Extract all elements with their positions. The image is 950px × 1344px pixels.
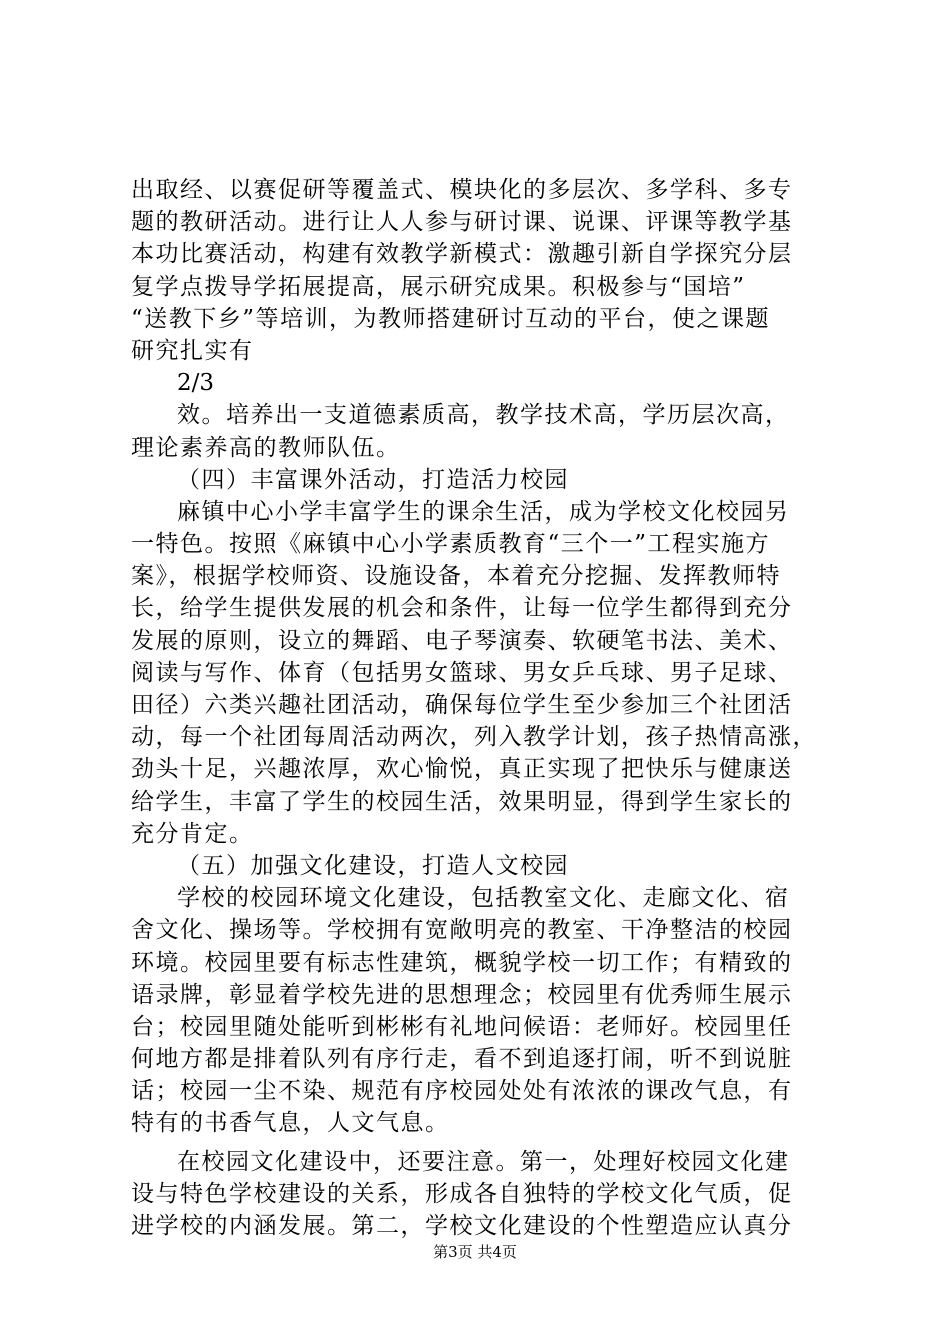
text-line: 在校园文化建设中，还要注意。第一，处理好校园文化建 [177, 1148, 790, 1175]
text-line: 劲头十足，兴趣浓厚，欢心愉悦，真正实现了把快乐与健康送 [131, 756, 793, 783]
text-line: 特有的书香气息，人文气息。 [131, 1110, 450, 1137]
text-line: 设与特色学校建设的关系，形成各自独特的学校文化气质，促 [131, 1180, 793, 1207]
text-line: 理论素养高的教师队伍。 [131, 434, 401, 461]
text-line: 本功比赛活动，构建有效教学新模式：激趣引新自学探究分层 [131, 241, 793, 268]
page-footer: 第3页 共4页 [433, 1243, 517, 1261]
text-line: 学校的校园环境文化建设，包括教室文化、走廊文化、宿 [177, 885, 790, 912]
text-line: 阅读与写作、体育（包括男女篮球、男女乒乓球、男子足球、 [131, 659, 793, 686]
text-line: 发展的原则，设立的舞蹈、电子琴演奏、软硬笔书法、美术、 [131, 627, 793, 654]
text-line: 案》，根据学校师资、设施设备，本着充分挖掘、发挥教师特 [131, 563, 781, 590]
text-line: 效。培养出一支道德素质高，教学技术高，学历层次高， [177, 402, 790, 429]
text-line: 题的教研活动。进行让人人参与研讨课、说课、评课等教学基 [131, 209, 793, 236]
text-line: 环境。校园里要有标志性建筑，概貌学校一切工作；有精致的 [131, 949, 793, 976]
text-line: 充分肯定。 [131, 820, 254, 847]
text-line: 出取经、以赛促研等覆盖式、模块化的多层次、多学科、多专 [131, 177, 793, 203]
text-line: 台；校园里随处能听到彬彬有礼地问候语：老师好。校园里任 [131, 1013, 793, 1040]
text-line: 一特色。按照《麻镇中心小学素质教育“三个一”工程实施方 [131, 531, 771, 558]
section-heading: （五）加强文化建设，打造人文校园 [177, 852, 569, 879]
text-line: 长，给学生提供发展的机会和条件，让每一位学生都得到充分 [131, 595, 793, 622]
text-line: 田径）六类兴趣社团活动，确保每位学生至少参加三个社团活 [131, 692, 793, 718]
text-line: “送教下乡”等培训，为教师搭建研讨互动的平台，使之课题 [131, 305, 771, 332]
text-line: 给学生，丰富了学生的校园生活，效果明显，得到学生家长的 [131, 788, 793, 815]
section-heading: （四）丰富课外活动，打造活力校园 [177, 466, 569, 493]
text-line: 何地方都是排着队列有序行走，看不到追逐打闹，听不到说脏 [131, 1046, 793, 1073]
text-line: 麻镇中心小学丰富学生的课余生活，成为学校文化校园另 [177, 498, 790, 525]
text-line: 进学校的内涵发展。第二，学校文化建设的个性塑造应认真分 [131, 1213, 793, 1239]
text-line: 舍文化、操场等。学校拥有宽敞明亮的教室、干净整洁的校园 [131, 917, 793, 944]
text-line: 研究扎实有 [131, 337, 254, 364]
page-marker: 2/3 [177, 370, 215, 397]
text-line: 话；校园一尘不染、规范有序校园处处有浓浓的课改气息，有 [131, 1078, 793, 1105]
document-body [131, 174, 831, 1242]
text-line: 语录牌，彰显着学校先进的思想理念；校园里有优秀师生展示 [131, 981, 793, 1008]
text-line: 复学点拨导学拓展提高，展示研究成果。积极参与“国培” [131, 273, 746, 300]
text-line: 动，每一个社团每周活动两次，列入教学计划，孩子热情高涨， [131, 724, 817, 751]
